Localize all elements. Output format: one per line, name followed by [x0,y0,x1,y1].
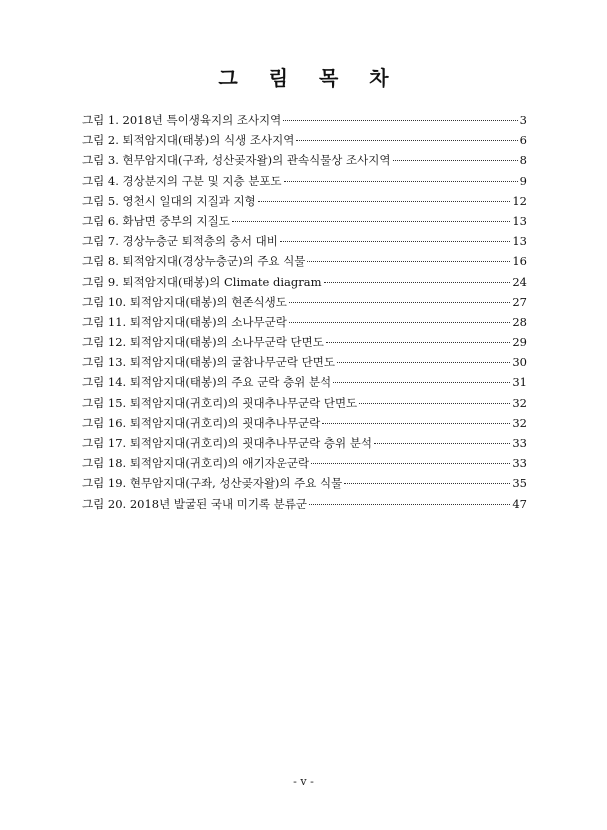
toc-entry-page-number: 29 [512,335,527,350]
toc-entry[interactable] [82,314,527,334]
toc-entry-page-number: 33 [512,436,527,450]
toc-entry-page-number: 9 [519,173,527,188]
toc-entry[interactable] [82,112,527,132]
dot-leader [280,241,510,242]
page-title: 그 림 목 차 [218,66,401,90]
toc-entry-page-number: 13 [512,213,527,228]
toc-entry-label: 그림 6. 화남면 중부의 지질도 [82,213,230,228]
toc-entry[interactable] [82,475,527,495]
dot-leader [344,483,510,484]
dot-leader [374,443,510,444]
toc-entry[interactable] [82,354,527,374]
toc-entry-page-number: 31 [512,375,527,390]
dot-leader [393,160,518,161]
toc-entry-label: 그림 10. 퇴적암지대(태봉)의 현존식생도 [82,294,287,309]
toc-entry[interactable] [82,193,527,213]
toc-entry-label: 그림 15. 퇴적암지대(귀호리)의 굇대추나무군락 단면도 [82,395,358,410]
dot-leader [284,181,518,182]
toc-entry-label: 그림 1. 2018년 특이생육지의 조사지역 [82,113,282,127]
toc-entry-label: 그림 3. 현무암지대(구좌, 성산곶자왈)의 관속식물상 조사지역 [82,153,391,168]
toc-entry-page-number: 13 [512,234,527,249]
toc-entry-page-number: 47 [512,496,527,511]
dot-leader [258,201,511,202]
dot-leader [289,302,510,303]
dot-leader [307,261,510,262]
toc-entry[interactable] [82,253,527,273]
toc-entry-page-number: 28 [512,314,527,329]
toc-entry-label: 그림 14. 퇴적암지대(태봉)의 주요 군락 층위 분석 [82,375,332,390]
toc-entry[interactable] [82,233,527,253]
toc-entry-label: 그림 18. 퇴적암지대(귀호리)의 애기자운군락 [82,456,310,471]
toc-entry[interactable] [82,132,527,152]
toc-entry-page-number: 27 [512,294,527,309]
toc-entry-page-number: 32 [512,415,527,430]
page-number-footer: - v - [293,775,314,788]
toc-entry[interactable] [82,334,527,354]
toc-entry-page-number: 33 [512,456,527,471]
dot-leader [322,423,510,424]
toc-entry-page-number: 35 [512,476,527,491]
toc-entry[interactable] [82,395,527,415]
toc-entry-label: 그림 13. 퇴적암지대(태봉)의 굴참나무군락 단면도 [82,355,335,370]
toc-entry-page-number: 6 [519,133,527,148]
dot-leader [309,504,510,505]
toc-entry-page-number: 8 [519,153,527,168]
dot-leader [326,342,511,343]
toc-entry-label: 그림 4. 경상분지의 구분 및 지층 분포도 [82,173,282,188]
toc-entry-page-number: 16 [512,254,527,269]
toc-entry[interactable] [82,435,527,455]
toc-entry-label: 그림 9. 퇴적암지대(태봉)의 Climate diagram [82,274,322,289]
dot-leader [337,362,510,363]
figure-list [82,112,527,516]
dot-leader [296,140,517,141]
toc-entry-page-number: 3 [519,113,527,127]
toc-entry[interactable] [82,374,527,394]
dot-leader [324,282,511,283]
toc-entry-page-number: 24 [512,274,527,289]
toc-entry[interactable] [82,173,527,193]
toc-entry-page-number: 30 [512,355,527,370]
toc-entry-label: 그림 7. 경상누층군 퇴적층의 층서 대비 [82,234,278,249]
toc-entry[interactable] [82,455,527,475]
toc-entry[interactable] [82,152,527,172]
dot-leader [283,120,517,121]
dot-leader [289,322,510,323]
dot-leader [359,403,510,404]
toc-entry-page-number: 12 [512,193,527,208]
toc-entry[interactable] [82,415,527,435]
dot-leader [232,221,511,222]
toc-entry-label: 그림 20. 2018년 발굴된 국내 미기록 분류군 [82,496,308,511]
toc-entry-page-number: 32 [512,395,527,410]
dot-leader [311,463,510,464]
toc-entry[interactable] [82,274,527,294]
dot-leader [333,382,510,383]
toc-entry[interactable] [82,294,527,314]
toc-entry-label: 그림 2. 퇴적암지대(태봉)의 식생 조사지역 [82,133,295,148]
toc-entry[interactable] [82,496,527,516]
toc-entry[interactable] [82,213,527,233]
toc-entry-label: 그림 12. 퇴적암지대(태봉)의 소나무군락 단면도 [82,335,324,350]
toc-entry-label: 그림 11. 퇴적암지대(태봉)의 소나무군락 [82,314,287,329]
toc-entry-label: 그림 8. 퇴적암지대(경상누층군)의 주요 식물 [82,254,306,269]
toc-entry-label: 그림 16. 퇴적암지대(귀호리)의 굇대추나무군락 [82,415,321,430]
toc-entry-label: 그림 5. 영천시 일대의 지질과 지형 [82,193,256,208]
toc-entry-label: 그림 19. 현무암지대(구좌, 성산곶자왈)의 주요 식물 [82,476,343,491]
toc-entry-label: 그림 17. 퇴적암지대(귀호리)의 굇대추나무군락 층위 분석 [82,436,372,450]
